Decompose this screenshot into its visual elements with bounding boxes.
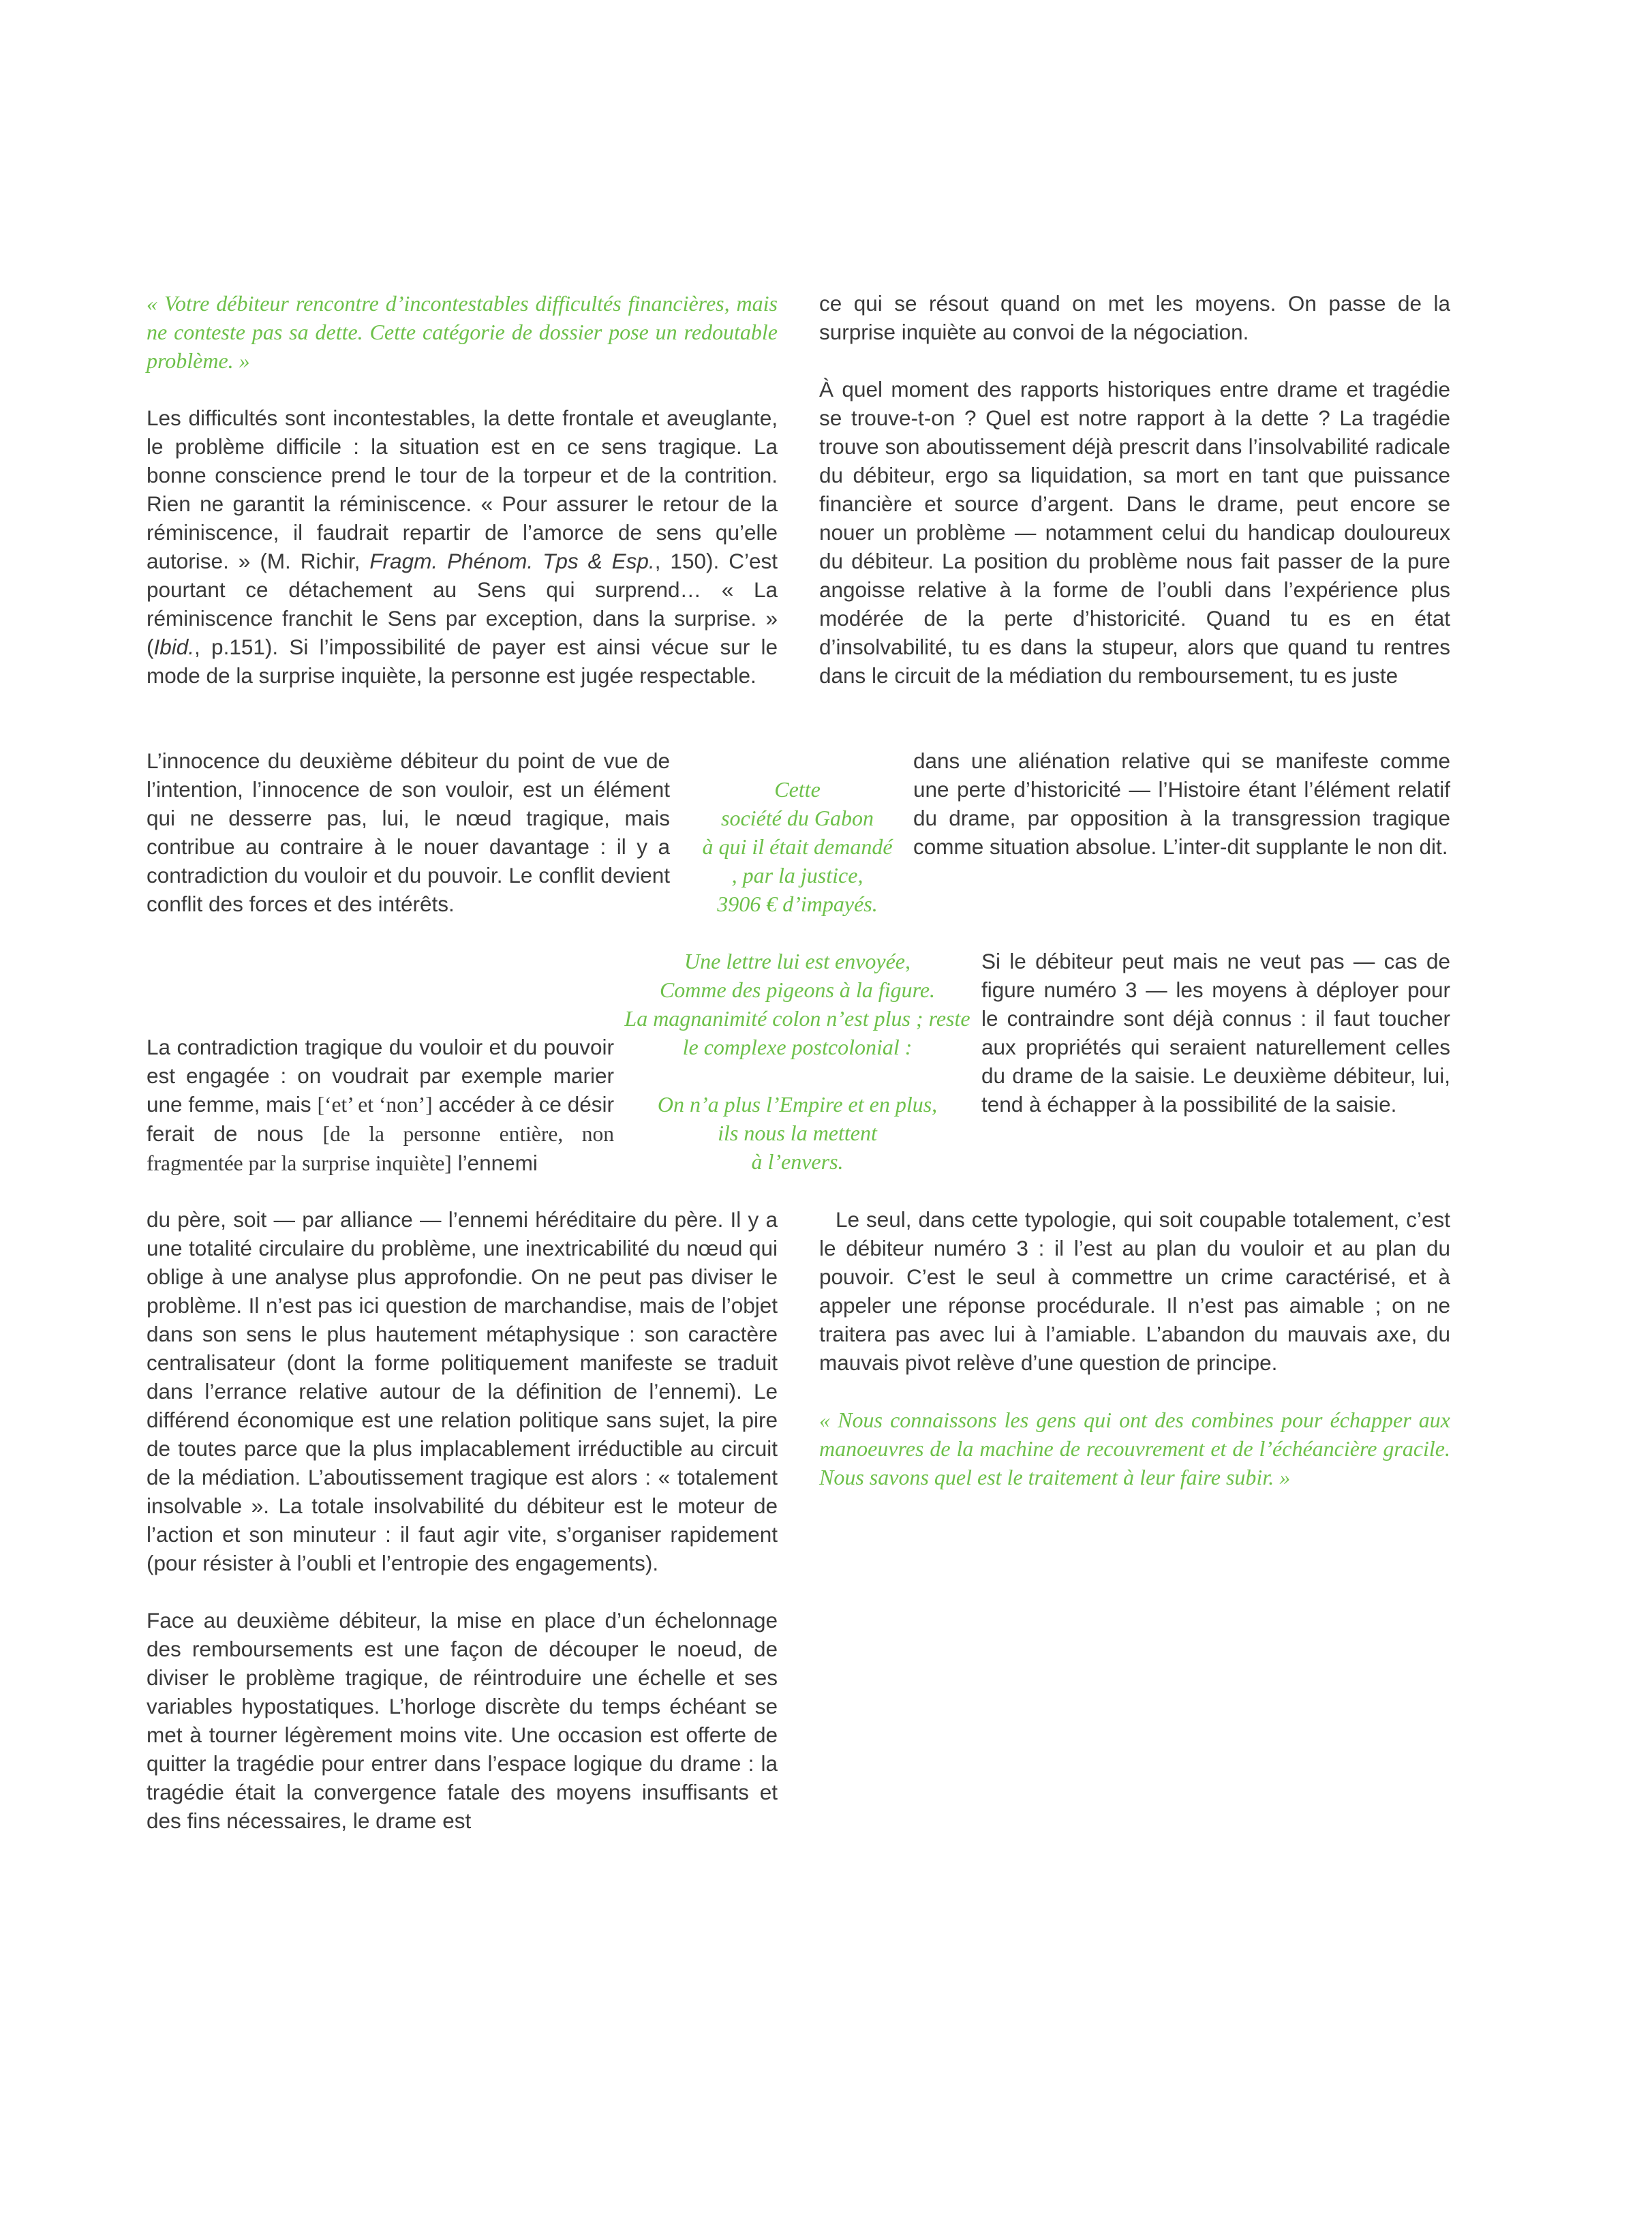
citation-ibid: Ibid. [153, 635, 195, 659]
poem-line: Comme des pigeons à la figure. [659, 977, 936, 1002]
poem-line: ils nous la mettent [718, 1121, 877, 1145]
right-paragraph-2: À quel moment des rapports historiques entre drame et tragédie se trouve-t-on ? Quel est notre rapport à la dette ? La tragédie trouve son aboutissement déjà prescrit dans l’insolvabilité radicale du débiteur, ergo sa liquidation, sa mort en tant que puissance financière et source d’argent. Dans le drame, peut encore se nouer un problème — notamment celui du handicap douloureux du débiteur. La position du problème nous fait passer de la pure angoisse relative à la forme de l’oubli dans l’expérience plus modérée de la perte d’historicité. Quand tu es en état d’insolvabilité, tu es dans la stupeur, alors que quand tu rentres dans le circuit de la médiation du remboursement, tu es juste [819, 377, 1450, 688]
poem-line: société du Gabon [721, 806, 874, 830]
left-paragraph-2: L’innocence du deuxième débiteur du point de vue de l’intention, l’innocence de son vouloir, est un élément qui ne desserre pas, lui, le nœud tragique, mais contribue au contraire à le nouer davantage : il y a contradiction du vouloir et du pouvoir. Le conflit devient conflit des forces et des intérêts. [147, 748, 670, 916]
left-column-top [147, 289, 778, 690]
left-paragraph-3-start [147, 1033, 614, 1178]
citation-title: Fragm. Phénom. Tps & Esp. [369, 549, 655, 573]
center-poem-stanza-2 [586, 947, 1009, 1061]
center-poem-stanza-3 [600, 1090, 995, 1176]
right-column-narrow-2 [981, 947, 1450, 1119]
right-column-top [819, 289, 1450, 690]
poem-line: à l’envers. [751, 1149, 844, 1174]
poem-line: , par la justice, [731, 863, 863, 888]
right-paragraph-1: ce qui se résout quand on met les moyens. On passe de la surprise inquiète au convoi de la négociation. [819, 291, 1450, 344]
text-run: , 150). C’est pourtant ce détachement au Sens qui surprend… « La réminiscence franchit le Sens par exception, dans la surprise. » ( [147, 549, 778, 659]
poem-line: Cette [774, 777, 821, 802]
poem-line: à qui il était demandé [702, 834, 893, 859]
right-column-bottom [819, 1205, 1450, 1491]
right-paragraph-4: Le seul, dans cette typologie, qui soit coupable totalement, c’est le débiteur numéro 3 : il l’est au plan du vouloir et au plan du pouvoir. C’est le seul à commettre un crime caractérisé, et à appeler une réponse procédurale. Il n’est pas aimable ; on ne traitera pas avec lui à l’amiable. L’abandon du mauvais axe, du mauvais pivot relève d’une question de principe. [819, 1207, 1450, 1375]
center-poem-stanza-1 [600, 775, 995, 918]
left-column-narrow-1 [147, 746, 670, 918]
left-column-narrow-2 [147, 1033, 614, 1178]
bracket-insert: [‘et’ et ‘non’] [317, 1093, 433, 1117]
text-run: l’ennemi [451, 1151, 538, 1175]
poem-line: La magnanimité colon n’est plus ; reste [624, 1006, 970, 1031]
left-paragraph-4: Face au deuxième débiteur, la mise en place d’un échelonnage des remboursements est une façon de découper le noeud, de diviser le problème tragique, de réintroduire une échelle et ses variables hypostatiques. L’horloge discrète du temps échéant se met à tourner légèrement moins vite. Une occasion est offerte de quitter la tragédie pour entrer dans l’espace logique du drame : la tragédie était la convergence fatale des moyens insuffisants et des fins nécessaires, le drame est [147, 1608, 778, 1833]
text-run: La contradiction tragique du vouloir et du pouvoir est engagée : on voudrait par exemple marier une femme, mais [147, 1035, 614, 1117]
poem-line: On n’a plus l’Empire et en plus, [657, 1092, 938, 1117]
right-paragraph-2-end: dans une aliénation relative qui se manifeste comme une perte d’historicité — l’Histoire étant l’élément relatif du drame, par opposition à la transgression tragique comme situation absolue. L’inter-dit supplante le non dit. [913, 748, 1450, 859]
left-opening-quote: « Votre débiteur rencontre d’incontestables difficultés financières, mais ne conteste pas sa dette. Cette catégorie de dossier pose un redoutable problème. » [147, 291, 778, 373]
poem-line: Une lettre lui est envoyée, [684, 949, 911, 973]
bracket-insert: [de la personne entière, non fragmentée par la surprise inquiète] [147, 1122, 614, 1175]
right-closing-quote: « Nous connaissons les gens qui ont des combines pour échapper aux manoeuvres de la machine de recouvrement et de l’échéancière gracile. Nous savons quel est le traitement à leur faire subir. » [819, 1408, 1450, 1489]
right-paragraph-3: Si le débiteur peut mais ne veut pas — cas de figure numéro 3 — les moyens à déployer pour le contraindre sont déjà connus : il faut toucher aux propriétés qui seraient naturellement celles du drame de la saisie. Le deuxième débiteur, lui, tend à échapper à la possibilité de la saisie. [981, 949, 1450, 1117]
text-run: , p.151). Si l’impossibilité de payer est ainsi vécue sur le mode de la surprise inquiète, la personne est jugée respectable. [147, 635, 778, 688]
left-column-bottom [147, 1205, 778, 1835]
left-paragraph-3-end: du père, soit — par alliance — l’ennemi héréditaire du père. Il y a une totalité circulaire du problème, une inextricabilité du nœud qui oblige à une analyse plus approfondie. On ne peut pas diviser le problème. Il n’est pas ici question de marchandise, mais de l’objet dans son sens le plus hautement métaphysique : son caractère centralisateur (dont la forme politiquement manifeste se traduit dans l’errance relative autour de la définition de l’ennemi). Le différend économique est une relation politique sans sujet, la pire de toutes parce que la plus implacablement irréductible au circuit de la médiation. L’aboutissement tragique est alors : « totalement insolvable ». La totale insolvabilité du débiteur est le moteur de l’action et son minuteur : il faut agir vite, s’organiser rapidement (pour résister à l’oubli et l’entropie des engagements). [147, 1207, 778, 1575]
left-paragraph-1 [147, 404, 778, 690]
poem-line: le complexe postcolonial : [682, 1035, 913, 1059]
text-run: Les difficultés sont incontestables, la dette frontale et aveuglante, le problème difficile : la situation est en ce sens tragique. La bonne conscience prend le tour de la torpeur et de la contrition. Rien ne garantit la réminiscence. « Pour assurer le retour de la réminiscence, il faudrait repartir de l’amorce de sens qu’elle autorise. » (M. Richir, [147, 406, 778, 573]
poem-line: 3906 € d’impayés. [717, 892, 878, 916]
text-run: accéder à ce désir ferait de nous [147, 1092, 615, 1146]
